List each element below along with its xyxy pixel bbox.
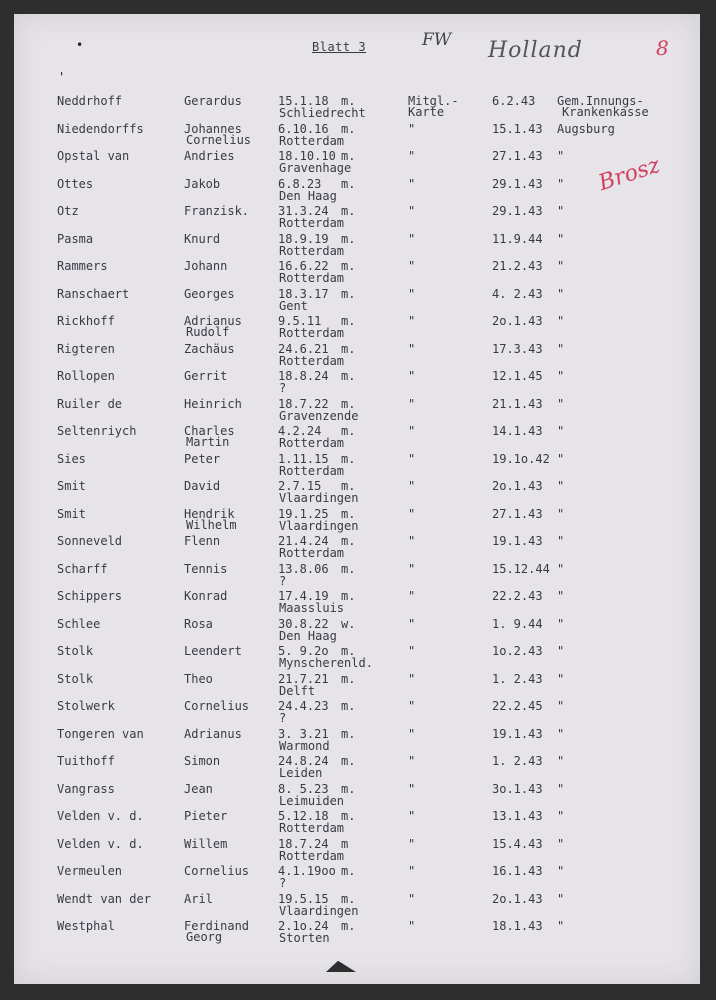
cell-sex: m. [341, 726, 356, 741]
cell-birth-date: 9.5.11 [278, 314, 322, 328]
cell-entry-date: 12.1.45 [492, 369, 543, 383]
cell-birth-place: Rotterdam [279, 353, 345, 368]
cell-birth-date: 5.12.18 [278, 809, 329, 823]
cell-first-name: Charles [184, 424, 235, 438]
table-row [14, 591, 700, 621]
cell-insurance: " [557, 341, 565, 356]
cell-birth-date: 18.7.24 [278, 836, 329, 851]
cell-first-name: Knurd [184, 231, 221, 246]
cell-entry-date: 18.1.43 [492, 919, 543, 933]
cell-document: " [408, 561, 416, 576]
country-annotation: Holland [488, 38, 583, 63]
cell-first-name: Hendrik [184, 506, 235, 521]
cell-surname: Smit [57, 479, 86, 493]
cell-surname: Niedendorffs [57, 121, 144, 136]
cell-document: " [408, 424, 416, 438]
cell-first-name: Gerardus [184, 94, 242, 108]
cell-entry-date: 21.1.43 [492, 396, 543, 411]
cell-insurance: " [557, 506, 565, 521]
cell-surname: Rammers [57, 259, 108, 273]
cell-insurance: " [557, 149, 565, 163]
cell-insurance: " [557, 176, 565, 191]
cell-sex: m. [341, 919, 356, 933]
table-row [14, 646, 700, 676]
cell-first-name: Gerrit [184, 369, 228, 383]
cell-birth-place: Rotterdam [279, 133, 345, 148]
cell-first-name: Andries [184, 149, 235, 163]
cell-sex: m. [341, 121, 356, 136]
cell-document: Mitgl.- [408, 94, 459, 108]
cell-document: " [408, 506, 416, 521]
cell-entry-date: 15.12.44 [492, 561, 550, 576]
red-signature-annotation: Brosz [595, 152, 664, 197]
cell-document: " [408, 616, 416, 631]
cell-birth-place: Gent [279, 298, 308, 313]
cell-entry-date: 15.1.43 [492, 121, 543, 136]
cell-birth-date: 18.8.24 [278, 369, 329, 383]
document-page [14, 14, 700, 984]
cell-birth-date: 13.8.06 [278, 561, 329, 576]
cell-surname: Ranschaert [57, 286, 130, 301]
cell-surname: Velden v. d. [57, 836, 144, 851]
cell-first-name: Jean [184, 781, 213, 796]
cell-insurance: " [557, 534, 565, 548]
cell-insurance: " [557, 589, 565, 603]
cell-surname: Westphal [57, 919, 115, 933]
cell-first-name: Leendert [184, 644, 242, 658]
cell-surname: Scharff [57, 561, 108, 576]
cell-birth-date: 24.8.24 [278, 754, 329, 768]
cell-birth-place: Rotterdam [279, 848, 345, 863]
cell-birth-place: Gravenhage [279, 161, 352, 175]
cell-surname: Schlee [57, 616, 101, 631]
table-row [14, 426, 700, 456]
table-row [14, 756, 700, 786]
cell-sex: m [341, 836, 349, 851]
cell-entry-date: 27.1.43 [492, 506, 543, 521]
cell-entry-date: 14.1.43 [492, 424, 543, 438]
cell-entry-date: 1. 9.44 [492, 616, 543, 631]
cell-surname: Rickhoff [57, 314, 115, 328]
cell-entry-date: 1. 2.43 [492, 754, 543, 768]
cell-second-name: Georg [186, 930, 223, 944]
cell-sex: m. [341, 314, 356, 328]
cell-entry-date: 15.4.43 [492, 836, 543, 851]
cell-insurance: " [557, 286, 565, 301]
cell-document: " [408, 864, 416, 878]
cell-first-name: Adrianus [184, 726, 242, 741]
cell-insurance: " [557, 809, 565, 823]
cell-first-name: Franzisk. [184, 204, 250, 218]
cell-birth-date: 19.5.15 [278, 891, 329, 906]
table-row [14, 151, 700, 181]
cell-birth-place: Schliedrecht [279, 106, 366, 120]
cell-document: " [408, 589, 416, 603]
cell-birth-place: ? [279, 876, 287, 890]
cell-sex: m. [341, 204, 356, 218]
cell-first-name: Tennis [184, 561, 228, 576]
cell-sex: m. [341, 396, 356, 411]
cell-insurance: " [557, 204, 565, 218]
cell-document: " [408, 644, 416, 658]
cell-birth-date: 30.8.22 [278, 616, 329, 631]
ink-dot: • [76, 38, 84, 52]
cell-surname: Stolk [57, 671, 94, 686]
cell-insurance: " [557, 479, 565, 493]
cell-document: " [408, 781, 416, 796]
cell-entry-date: 13.1.43 [492, 809, 543, 823]
cell-document: " [408, 314, 416, 328]
cell-sex: m. [341, 781, 356, 796]
cell-birth-place: ? [279, 711, 287, 725]
cell-second-name: Rudolf [186, 325, 230, 339]
cell-document: " [408, 699, 416, 713]
cell-birth-date: 19.1.25 [278, 506, 329, 521]
cell-sex: m. [341, 149, 356, 163]
cell-birth-place: Rotterdam [279, 436, 345, 450]
cell-entry-date: 1. 2.43 [492, 671, 543, 686]
cell-document: " [408, 726, 416, 741]
table-row [14, 921, 700, 951]
cell-first-name: Peter [184, 451, 221, 466]
cell-birth-date: 1.11.15 [278, 451, 329, 466]
cell-document: " [408, 259, 416, 273]
cell-sex: m. [341, 176, 356, 191]
cell-birth-place: Rotterdam [279, 216, 345, 230]
cell-birth-place: Rotterdam [279, 243, 345, 258]
cell-document: " [408, 534, 416, 548]
cell-sex: m. [341, 259, 356, 273]
table-row [14, 481, 700, 511]
cell-insurance: " [557, 726, 565, 741]
cell-entry-date: 19.1.43 [492, 726, 543, 741]
cell-surname: Ottes [57, 176, 94, 191]
cell-surname: Neddrhoff [57, 94, 123, 108]
table-row [14, 891, 700, 924]
cell-entry-date: 27.1.43 [492, 149, 543, 163]
cell-birth-date: 6.10.16 [278, 121, 329, 136]
cell-birth-place: Mynscherenld. [279, 656, 373, 670]
cell-entry-date: 16.1.43 [492, 864, 543, 878]
cell-sex: m. [341, 754, 356, 768]
cell-insurance: Augsburg [557, 121, 615, 136]
cell-birth-place: Den Haag [279, 188, 337, 203]
cell-birth-place: Vlaardingen [279, 903, 359, 918]
cell-insurance: " [557, 781, 565, 796]
cell-birth-date: 2.1o.24 [278, 919, 329, 933]
cell-first-name: Pieter [184, 809, 228, 823]
cell-birth-place: Leiden [279, 766, 323, 780]
cell-document: " [408, 204, 416, 218]
table-row [14, 206, 700, 236]
cell-first-name: Adrianus [184, 314, 242, 328]
cell-entry-date: 11.9.44 [492, 231, 543, 246]
cell-insurance: " [557, 671, 565, 686]
cell-document: " [408, 836, 416, 851]
cell-insurance: Gem.Innungs- [557, 94, 644, 108]
cell-entry-date: 21.2.43 [492, 259, 543, 273]
cell-insurance: " [557, 561, 565, 576]
cell-document: " [408, 121, 416, 136]
cell-sex: m. [341, 699, 356, 713]
cell-sex: m. [341, 534, 356, 548]
cell-birth-date: 3. 3.21 [278, 726, 329, 741]
cell-document: " [408, 891, 416, 906]
cell-first-name: Ferdinand [184, 919, 250, 933]
cell-entry-date: 29.1.43 [492, 204, 543, 218]
cell-entry-date: 17.3.43 [492, 341, 543, 356]
cell-sex: m. [341, 506, 356, 521]
cell-second-name: Wilhelm [186, 517, 237, 532]
cell-insurance: " [557, 919, 565, 933]
cell-document: " [408, 231, 416, 246]
cell-entry-date: 22.2.43 [492, 589, 543, 603]
cell-birth-date: 18.10.10 [278, 149, 336, 163]
cell-sex: m. [341, 424, 356, 438]
cell-document: " [408, 754, 416, 768]
cell-birth-date: 5. 9.2o [278, 644, 329, 658]
cell-birth-date: 31.3.24 [278, 204, 329, 218]
cell-birth-date: 18.7.22 [278, 396, 329, 411]
cell-birth-date: 18.9.19 [278, 231, 329, 246]
cell-insurance: " [557, 891, 565, 906]
cell-birth-date: 18.3.17 [278, 286, 329, 301]
cell-birth-place: Leimuiden [279, 793, 345, 808]
cell-sex: w. [341, 616, 356, 631]
cell-surname: Schippers [57, 589, 123, 603]
cell-document: " [408, 479, 416, 493]
cell-birth-date: 21.4.24 [278, 534, 329, 548]
cell-sex: m. [341, 231, 356, 246]
cell-sex: m. [341, 644, 356, 658]
sheet-title: Blatt 3 [312, 40, 367, 54]
cell-sex: m. [341, 891, 356, 906]
cell-insurance: " [557, 369, 565, 383]
table-row [14, 231, 700, 264]
cell-surname: Otz [57, 204, 79, 218]
cell-birth-place: Rotterdam [279, 546, 345, 560]
cell-surname: Tuithoff [57, 754, 115, 768]
cell-birth-place: ? [279, 573, 287, 588]
cell-birth-place: Maassluis [279, 601, 345, 615]
cell-document: " [408, 671, 416, 686]
cell-birth-date: 6.8.23 [278, 176, 322, 191]
cell-birth-place: Den Haag [279, 628, 337, 643]
cell-insurance-line2: Krankenkasse [562, 105, 649, 119]
cell-first-name: Konrad [184, 589, 228, 603]
pencil-annotation: FW [422, 30, 452, 50]
cell-second-name: Cornelius [186, 132, 252, 147]
cell-birth-date: 17.4.19 [278, 589, 329, 603]
cell-entry-date: 29.1.43 [492, 176, 543, 191]
cell-surname: Smit [57, 506, 86, 521]
cell-insurance: " [557, 699, 565, 713]
cell-birth-place: Vlaardingen [279, 518, 359, 533]
cell-surname: Rollopen [57, 369, 115, 383]
cell-birth-place: Delft [279, 683, 316, 698]
cell-birth-date: 24.6.21 [278, 341, 329, 356]
cell-surname: Velden v. d. [57, 809, 144, 823]
cell-surname: Vermeulen [57, 864, 123, 878]
cell-surname: Ruiler de [57, 396, 123, 411]
cell-document: " [408, 919, 416, 933]
cell-sex: m. [341, 561, 356, 576]
cell-document-line2: Karte [408, 105, 445, 119]
cell-insurance: " [557, 864, 565, 878]
cell-document: " [408, 396, 416, 411]
table-row [14, 451, 700, 484]
cell-insurance: " [557, 231, 565, 246]
cell-second-name: Martin [186, 435, 230, 449]
cell-sex: m. [341, 809, 356, 823]
cell-entry-date: 19.1.43 [492, 534, 543, 548]
cell-first-name: David [184, 479, 221, 493]
cell-birth-place: Rotterdam [279, 271, 345, 285]
cell-birth-date: 8. 5.23 [278, 781, 329, 796]
cell-insurance: " [557, 754, 565, 768]
cell-document: " [408, 176, 416, 191]
cell-document: " [408, 451, 416, 466]
cell-surname: Wendt van der [57, 891, 151, 906]
cell-first-name: Jakob [184, 176, 221, 191]
cell-sex: m. [341, 864, 356, 878]
cell-document: " [408, 286, 416, 301]
cell-birth-place: Vlaardingen [279, 491, 359, 505]
cell-insurance: " [557, 314, 565, 328]
cell-first-name: Cornelius [184, 864, 250, 878]
cell-document: " [408, 341, 416, 356]
table-row [14, 316, 700, 346]
cell-surname: Opstal van [57, 149, 130, 163]
table-row [14, 616, 700, 649]
cell-entry-date: 4. 2.43 [492, 286, 543, 301]
cell-first-name: Aril [184, 891, 213, 906]
cell-surname: Sonneveld [57, 534, 123, 548]
cell-sex: m. [341, 451, 356, 466]
cell-surname: Stolwerk [57, 699, 115, 713]
cell-birth-place: ? [279, 381, 287, 395]
cell-entry-date: 22.2.45 [492, 699, 543, 713]
cell-birth-date: 24.4.23 [278, 699, 329, 713]
cell-entry-date: 2o.1.43 [492, 891, 543, 906]
cell-sex: m. [341, 479, 356, 493]
cell-first-name: Cornelius [184, 699, 250, 713]
cell-sex: m. [341, 589, 356, 603]
table-row [14, 286, 700, 319]
cell-surname: Seltenriych [57, 424, 137, 438]
cell-birth-place: Rotterdam [279, 821, 345, 835]
cell-birth-place: Rotterdam [279, 326, 345, 340]
cell-birth-place: Gravenzende [279, 408, 359, 423]
cell-insurance: " [557, 644, 565, 658]
table-row [14, 726, 700, 759]
cell-first-name: Johann [184, 259, 228, 273]
cell-birth-place: Rotterdam [279, 463, 345, 478]
page-number-annotation: 8 [656, 36, 669, 60]
cell-first-name: Zachäus [184, 341, 235, 356]
cell-first-name: Rosa [184, 616, 213, 631]
cell-first-name: Simon [184, 754, 221, 768]
cell-birth-date: 4.1.19oo [278, 864, 336, 878]
cell-document: " [408, 149, 416, 163]
table-row [14, 341, 700, 374]
cell-first-name: Johannes [184, 121, 242, 136]
cell-first-name: Heinrich [184, 396, 242, 411]
cell-birth-place: Warmond [279, 738, 330, 753]
cell-surname: Stolk [57, 644, 94, 658]
cell-birth-date: 4.2.24 [278, 424, 322, 438]
cell-insurance: " [557, 396, 565, 411]
cell-entry-date: 6.2.43 [492, 94, 536, 108]
cell-birth-date: 2.7.15 [278, 479, 322, 493]
cell-entry-date: 3o.1.43 [492, 781, 543, 796]
table-row [14, 176, 700, 209]
cell-sex: m. [341, 369, 356, 383]
cell-insurance: " [557, 616, 565, 631]
table-row [14, 536, 700, 566]
cell-birth-date: 21.7.21 [278, 671, 329, 686]
cell-surname: Rigteren [57, 341, 115, 356]
cell-sex: m. [341, 286, 356, 301]
cell-entry-date: 1o.2.43 [492, 644, 543, 658]
cell-document: " [408, 369, 416, 383]
cell-entry-date: 2o.1.43 [492, 314, 543, 328]
cell-surname: Vangrass [57, 781, 115, 796]
cell-sex: m. [341, 94, 356, 108]
cell-sex: m. [341, 341, 356, 356]
cell-birth-date: 16.6.22 [278, 259, 329, 273]
cell-entry-date: 2o.1.43 [492, 479, 543, 493]
cell-sex: m. [341, 671, 356, 686]
ink-mark: ' [58, 70, 66, 84]
cell-first-name: Willem [184, 836, 228, 851]
cell-surname: Pasma [57, 231, 94, 246]
cell-insurance: " [557, 259, 565, 273]
cell-insurance: " [557, 451, 565, 466]
cell-entry-date: 19.1o.42 [492, 451, 550, 466]
cell-surname: Sies [57, 451, 86, 466]
cell-first-name: Georges [184, 286, 235, 301]
cell-first-name: Theo [184, 671, 213, 686]
cell-birth-date: 15.1.18 [278, 94, 329, 108]
cell-birth-place: Storten [279, 931, 330, 945]
cell-document: " [408, 809, 416, 823]
table-row [14, 671, 700, 704]
cell-insurance: " [557, 424, 565, 438]
cell-surname: Tongeren van [57, 726, 144, 741]
cell-insurance: " [557, 836, 565, 851]
cell-first-name: Flenn [184, 534, 221, 548]
